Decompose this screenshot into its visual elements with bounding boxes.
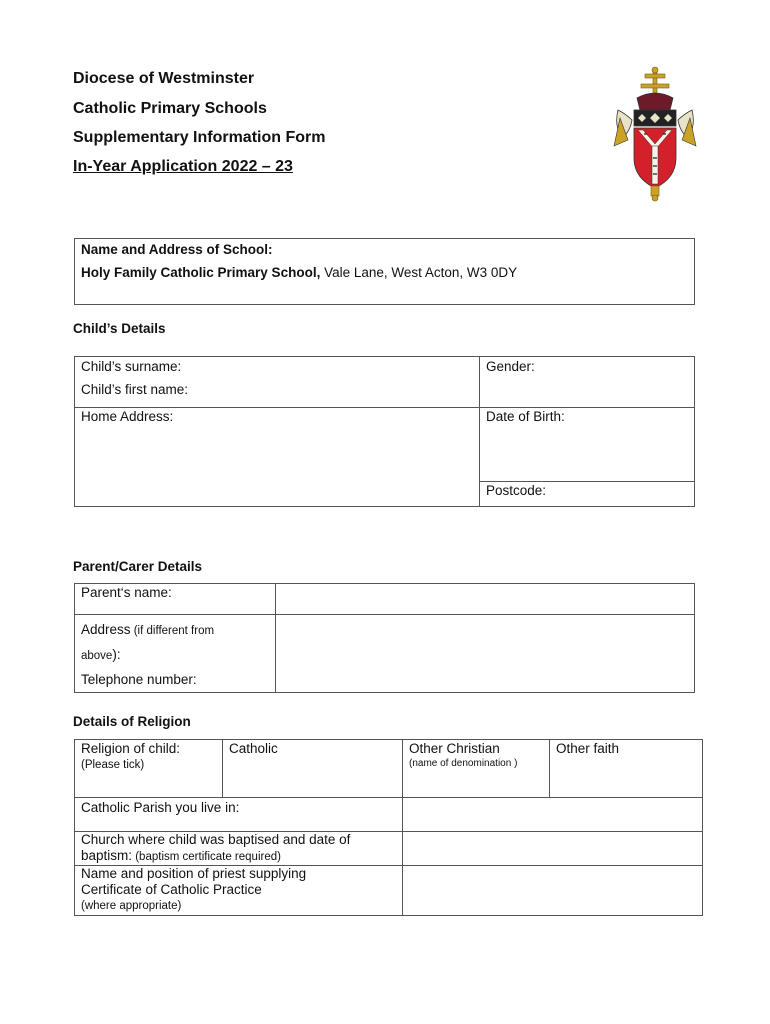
other-christian-label: Other Christian [409,741,500,756]
denomination-note: (name of denomination ) [409,758,518,769]
other-faith-label: Other faith [556,741,620,756]
parent-address-label: Address [81,622,131,637]
other-faith-option[interactable] [550,740,703,798]
home-address-label: Home Address: [81,409,174,424]
dob-cell[interactable] [480,408,695,482]
parish-label-cell [75,798,403,832]
baptism-field[interactable] [403,832,703,866]
parent-address-phone-field[interactable] [276,615,695,693]
child-surname-label: Child’s surname: [81,359,182,374]
diocese-crest-logo [612,66,698,202]
catholic-label: Catholic [229,741,278,756]
parent-table [74,583,695,693]
school-label: Name and Address of School: [81,242,273,257]
parent-address-note: (if different from [130,625,215,637]
gender-label: Gender: [486,359,535,374]
parent-name-field[interactable] [276,584,695,615]
parent-address-label-cell [75,615,276,693]
parish-label: Catholic Parish you live in: [81,800,240,815]
priest-label-2: Certificate of Catholic Practice [81,882,262,897]
title-diocese: Diocese of Westminster [73,70,255,87]
religion-table [74,739,703,916]
postcode-label: Postcode: [486,483,547,498]
catholic-option[interactable] [223,740,403,798]
religion-of-child-cell [75,740,223,798]
please-tick-note: (Please tick) [81,759,145,771]
parent-name-label: Parent‘s name: [81,585,172,600]
postcode-cell[interactable] [480,482,695,507]
baptism-label: baptism: [81,848,133,863]
other-christian-option[interactable] [403,740,550,798]
school-address: Vale Lane, West Acton, W3 0DY [320,265,518,280]
home-address-cell[interactable] [75,408,480,507]
title-form: Supplementary Information Form [73,129,326,146]
school-name-address [81,265,688,280]
parent-section-heading: Parent/Carer Details [73,559,203,574]
parent-telephone-label: Telephone number: [81,672,197,687]
priest-label-cell [75,866,403,916]
child-name-cell[interactable] [75,357,480,408]
school-table [74,238,695,305]
child-first-name-label: Child’s first name: [81,382,189,397]
gender-cell[interactable] [480,357,695,408]
religion-of-child-label: Religion of child: [81,741,181,756]
title-schools: Catholic Primary Schools [73,100,267,117]
school-name: Holy Family Catholic Primary School, [81,265,321,280]
parent-name-label-cell [75,584,276,615]
parent-address-note-2: above [81,650,113,662]
dob-label: Date of Birth: [486,409,565,424]
priest-field[interactable] [403,866,703,916]
religion-section-heading: Details of Religion [73,714,191,729]
priest-note: (where appropriate) [81,900,182,912]
church-baptised-label: Church where child was baptised and date of [81,832,351,847]
baptism-note: (baptism certificate required) [132,851,281,863]
baptism-label-cell [75,832,403,866]
title-application-year: In-Year Application 2022 – 23 [73,158,293,175]
parent-address-colon: ): [112,647,121,662]
child-section-heading: Child’s Details [73,321,166,336]
child-table [74,356,695,507]
priest-label-1: Name and position of priest supplying [81,866,307,881]
parish-field[interactable] [403,798,703,832]
